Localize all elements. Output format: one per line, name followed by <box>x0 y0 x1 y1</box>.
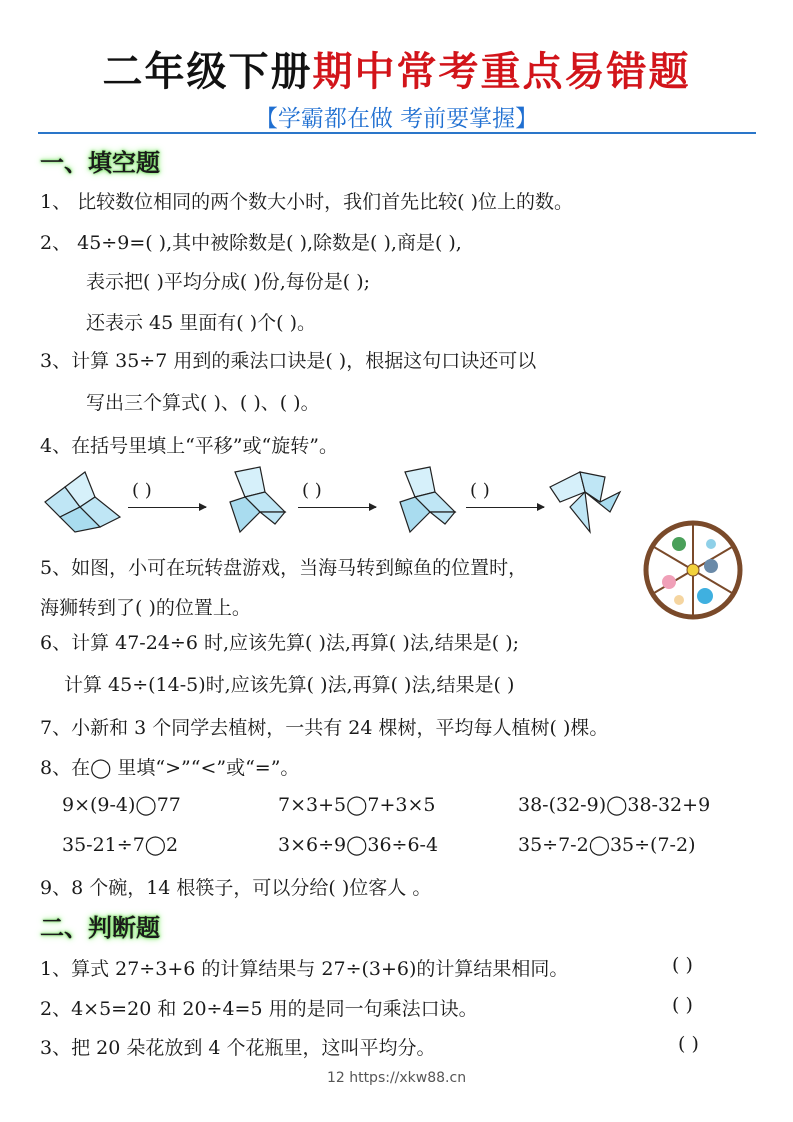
question-4: 4、在括号里填上“平移”或“旋转”。 <box>40 435 338 457</box>
octopus-icon <box>662 575 676 589</box>
compare-2-2: 3×6÷9◯36÷6-4 <box>278 834 439 856</box>
compare-1-2: 7×3+5◯7+3×5 <box>278 794 436 816</box>
arrow-3 <box>466 507 544 508</box>
compare-1-3: 38-(32-9)◯38-32+9 <box>518 794 711 816</box>
question-3-line-1: 3、计算 35÷7 用到的乘法口诀是( )，根据这句口诀还可以 <box>40 350 537 372</box>
page-title: 二年级下册期中常考重点易错题 <box>102 48 691 95</box>
crane-blank-1[interactable]: ( ) <box>132 480 152 501</box>
crane-blank-2[interactable]: ( ) <box>302 480 322 501</box>
question-6-line-2: 计算 45÷(14-5)时,应该先算( )法,再算( )法,结果是( ) <box>64 674 515 696</box>
question-6-line-1: 6、计算 47-24÷6 时,应该先算( )法,再算( )法,结果是( ); <box>40 632 520 654</box>
page-footer: 12 https://xkw88.cn <box>326 1070 467 1086</box>
spinner-wheel-icon <box>643 520 743 620</box>
question-8: 8、在◯ 里填“>”“<”或“=”。 <box>40 757 300 779</box>
question-7: 7、小新和 3 个同学去植树，一共有 24 棵树，平均每人植树( )棵。 <box>40 717 609 739</box>
paper-crane-4-icon <box>545 462 630 537</box>
judge-1-blank[interactable]: ( ) <box>672 954 693 976</box>
question-2-line-1: 2、 45÷9=( ),其中被除数是( ),除数是( ),商是( ), <box>40 232 462 254</box>
section-judge-title: 二、判断题 <box>40 913 160 942</box>
compare-2-1: 35-21÷7◯2 <box>62 834 179 856</box>
judge-2-blank[interactable]: ( ) <box>672 994 693 1016</box>
arrow-1 <box>128 507 206 508</box>
paper-crane-2-icon <box>215 462 295 537</box>
arrow-2 <box>298 507 376 508</box>
judge-2: 2、4×5=20 和 20÷4=5 用的是同一句乘法口诀。 <box>40 998 478 1020</box>
title-divider <box>38 132 756 134</box>
whale-icon <box>697 588 713 604</box>
judge-3-blank[interactable]: ( ) <box>678 1033 699 1055</box>
judge-1: 1、算式 27÷3+6 的计算结果与 27÷(3+6)的计算结果相同。 <box>40 958 569 980</box>
question-3-line-2: 写出三个算式( )、( )、( )。 <box>86 392 320 414</box>
crane-blank-3[interactable]: ( ) <box>470 480 490 501</box>
paper-crane-1-icon <box>40 467 130 537</box>
question-9: 9、8 个碗，14 根筷子，可以分给( )位客人 。 <box>40 877 432 899</box>
fish-icon <box>706 539 716 549</box>
compare-2-3: 35÷7-2◯35÷(7-2) <box>518 834 696 856</box>
judge-3: 3、把 20 朵花放到 4 个花瓶里，这叫平均分。 <box>40 1037 436 1059</box>
question-5-line-1: 5、如图，小可在玩转盘游戏，当海马转到鲸鱼的位置时， <box>40 557 528 579</box>
section-fill-blank-title: 一、填空题 <box>40 148 160 177</box>
shell-icon <box>674 595 684 605</box>
question-5-line-2: 海狮转到了( )的位置上。 <box>40 597 251 619</box>
seal-icon <box>704 559 718 573</box>
crane-sequence <box>40 462 630 542</box>
question-2-line-2: 表示把( )平均分成( )份,每份是( ); <box>86 271 371 293</box>
compare-1-1: 9×(9-4)◯77 <box>62 794 181 816</box>
page-subtitle: 【学霸都在做 考前要掌握】 <box>254 106 539 132</box>
paper-crane-3-icon <box>385 462 465 537</box>
seahorse-icon <box>672 537 686 551</box>
question-1: 1、 比较数位相同的两个数大小时，我们首先比较( )位上的数。 <box>40 191 573 213</box>
question-2-line-3: 还表示 45 里面有( )个( )。 <box>86 312 316 334</box>
